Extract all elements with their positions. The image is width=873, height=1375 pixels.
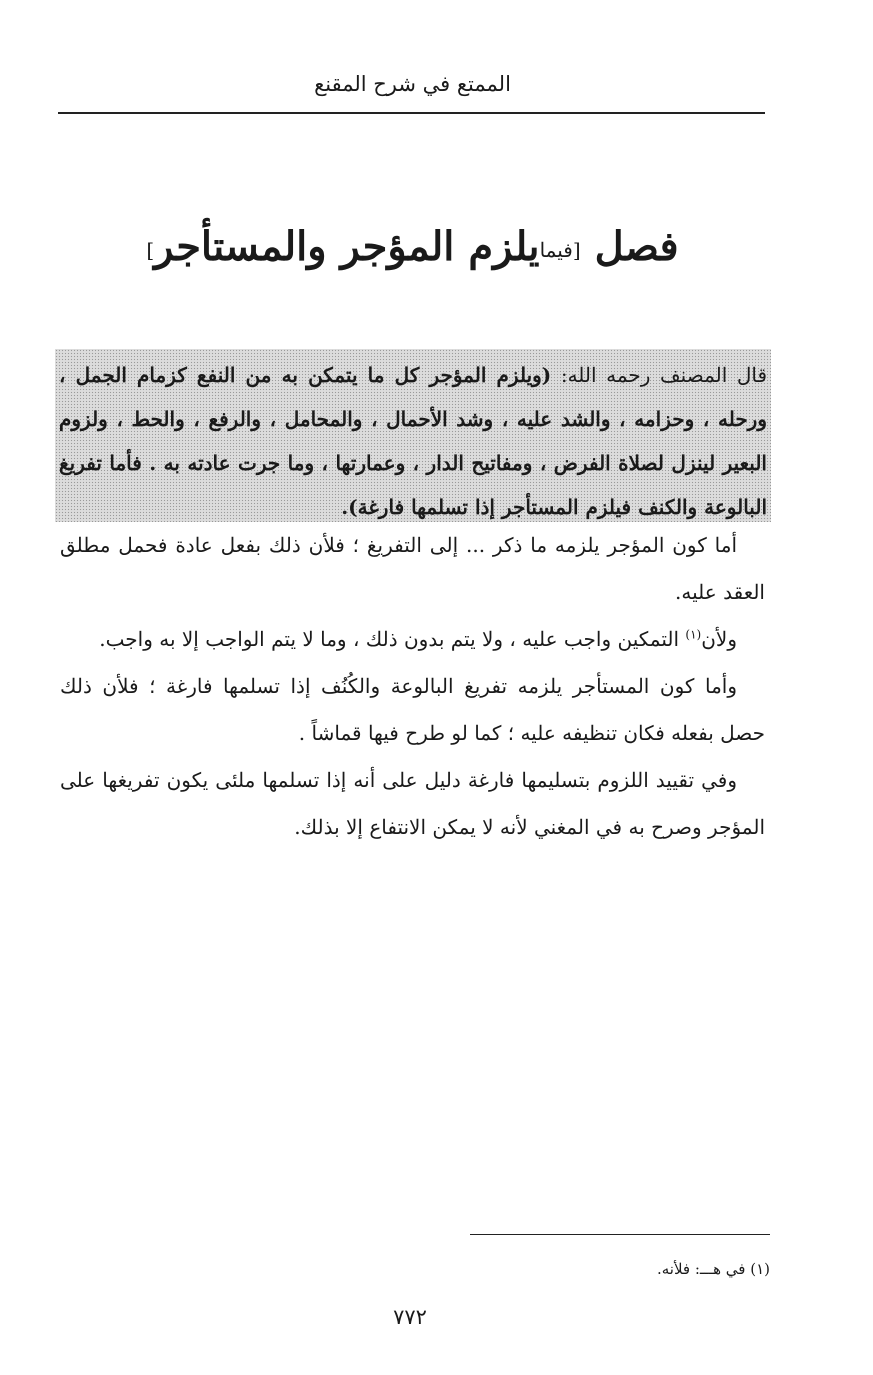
paragraph-2-rest: التمكين واجب عليه ، ولا يتم بدون ذلك ، وما لا يتم الواجب إلا به واجب. xyxy=(99,627,686,651)
running-title: الممتع في شرح المقنع xyxy=(314,72,511,96)
footnote-divider xyxy=(470,1234,770,1235)
commentary-paragraph-2 xyxy=(60,616,765,663)
chapter-title-start: فصل xyxy=(594,223,679,270)
chapter-title xyxy=(60,212,765,285)
chapter-title-bracket: [فيما xyxy=(539,238,581,262)
commentary-body xyxy=(60,522,765,851)
matn-intro: قال المصنف رحمه الله: xyxy=(560,363,768,387)
footnote-reference[interactable]: (١) xyxy=(685,627,702,642)
header-divider xyxy=(58,112,765,114)
commentary-paragraph-3: وأما كون المستأجر يلزمه تفريغ البالوعة والكُنُف إذا تسلمها فارغة ؛ فلأن ذلك حصل بفعله فكان تنظيفه عليه ؛ كما لو طرح فيها قماشاً . xyxy=(60,674,765,745)
matn-quote-block xyxy=(55,349,771,522)
running-header xyxy=(60,68,765,100)
page-number: ٧٧٢ xyxy=(393,1305,427,1329)
matn-quote: (ويلزم المؤجر كل ما يتمكن به من النفع كزمام الجمل ، ورحله ، وحزامه ، والشد عليه ، وشد الأحمال ، والمحامل ، والرفع ، والحط ، ولزوم البعير لينزل لصلاة الفرض ، ومفاتيح الدار ، وعمارتها ، وما جرت عادته به . فأما تفريغ البالوعة والكنف فيلزم المستأجر إذا تسلمها فارغة). xyxy=(59,363,767,519)
commentary-paragraph-1: أما كون المؤجر يلزمه ما ذكر ... إلى التفريغ ؛ فلأن ذلك بفعل عادة فحمل مطلق العقد عليه. xyxy=(60,533,765,604)
chapter-title-rest: يلزم المؤجر والمستأجر xyxy=(154,223,540,270)
commentary-paragraph-4: وفي تقييد اللزوم بتسليمها فارغة دليل على أنه إذا تسلمها ملئى يكون تفريغها على المؤجر وصرح به في المغني لأنه لا يمكن الانتفاع إلا بذلك. xyxy=(60,768,765,839)
footnote: (١) في هـــ: فلأنه. xyxy=(656,1260,770,1278)
chapter-title-close: ] xyxy=(146,238,155,262)
paragraph-2-start: ولأن xyxy=(701,627,737,651)
